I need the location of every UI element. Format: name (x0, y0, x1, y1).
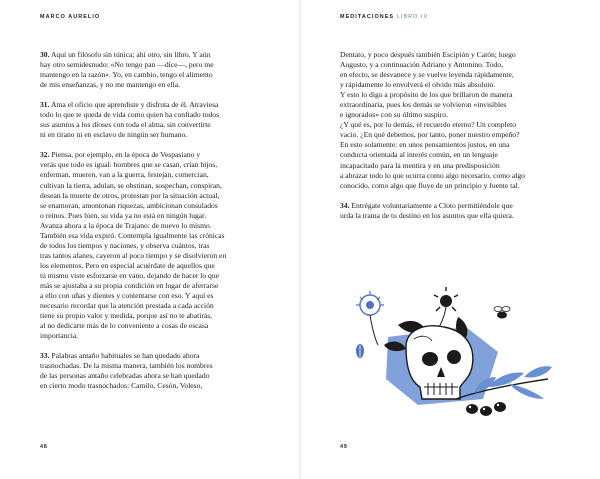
line: urda la trama de tu destino en los asuntos que ella quiera. (340, 210, 514, 220)
line: de las personas antaño celebradas ahora se han quedado (40, 371, 210, 381)
line: Dentato, y poco después también Escipión y Catón; luego (340, 50, 516, 59)
line: ni en tirano ni en esclavo de ningún ser humano. (40, 130, 188, 140)
paragraph-number: 32. (40, 150, 50, 160)
line: mantengo en la razón». Yo, en cambio, tengo el alimento (40, 70, 213, 80)
line: Avanza ahora a la época de Trajano: de nuevo lo mismo. (40, 220, 212, 230)
right-running-head-book: LIBRO IV (396, 14, 429, 20)
paragraph-32 (40, 150, 268, 341)
line: e ignorados» con su último suspiro. (340, 110, 448, 120)
right-page-number: 49 (340, 444, 348, 450)
line: a abrazar todo lo que ocurra como algo necesario, como algo (340, 170, 525, 180)
bee-icon (494, 307, 510, 319)
bud-icon (356, 344, 364, 358)
line: más se ajustaba a su propia condición en lugar de aferrarse (40, 280, 219, 290)
line: todo lo que te queda de vida como quien ha confiado todos (40, 110, 220, 120)
line: También esa vida expiró. Contempla igualmente las crónicas (40, 230, 225, 240)
line: sus asuntos a los dioses con toda el alma, sin convertirte (40, 120, 211, 130)
line: vacío. ¿En qué debemos, por tanto, poner nuestro empeño? (340, 130, 520, 140)
paragraph-number: 33. (40, 351, 50, 361)
paragraph-33-continued (340, 50, 575, 191)
paragraph-31 (40, 100, 268, 140)
right-running-head (340, 14, 428, 20)
line: importancia. (40, 331, 79, 341)
skull-illustration-icon (348, 287, 553, 422)
line: incapacitado para la mentira y en una predisposición (340, 160, 500, 170)
line: o reinos. Pues bien, su vida ya no está en ningún lugar. (40, 210, 207, 220)
line: necesario recordar que la atención prestada a cada acción (40, 301, 214, 311)
line: ¿Y qué es, por lo demás, el recuerdo eterno? Un completo (340, 120, 516, 130)
paragraph-30 (40, 50, 268, 90)
line: Entrégate voluntariamente a Cloto permitiéndole que (349, 200, 513, 210)
line: Augusto, y a continuación Adriano y Antonino. Todo, (340, 60, 504, 70)
line: conducta orientada al interés común, en un lenguaje (340, 150, 498, 160)
line: de mis enseñanzas, y no me mantengo en ella. (40, 80, 181, 90)
left-body-text (40, 50, 268, 401)
left-running-head (40, 14, 100, 20)
right-body-text (340, 50, 575, 231)
paragraph-number: 34. (340, 200, 350, 210)
line: los elementos. Pero en especial acuérdate de aquellos que (40, 260, 215, 270)
line: a ello con uñas y dientes y contentarse con eso. Y aquí es (40, 291, 214, 301)
line: desean la muerte de otros, protestan por la situación actual, (40, 190, 220, 200)
paragraph-number: 31. (40, 100, 50, 110)
line: Y esto lo digo a propósito de los que brillaron de manera (340, 90, 513, 100)
line: en efecto, se desvanece y se vuelve leyenda rápidamente, (340, 70, 514, 80)
line: conocido, como algo que fluye de un principio y fuente tal. (340, 180, 520, 190)
line: y rápidamente lo envolverá el olvido más absoluto. (340, 80, 496, 90)
line: al no dedicarte más de lo conveniente a cosas de escasa (40, 321, 209, 331)
left-running-head-title: MARCO AURELIO (40, 14, 101, 20)
line: hay otro semidesnudo: «No tengo pan —dice—, pero me (40, 60, 214, 70)
right-page (300, 0, 600, 479)
line: se enamoran, amontonan riquezas, ambicionan consulados (40, 200, 218, 210)
paragraph-34 (340, 201, 575, 221)
line: tú mismo viste esforzarse en vano, dejando de hacer lo que (40, 270, 220, 280)
line: tiene su propio valor y medida, porque así no te abatirás, (40, 311, 213, 321)
paragraph-number: 30. (40, 50, 50, 59)
line: en cierto modo trasnochados: Camilo, Cesón, Voleso, (40, 381, 203, 391)
line: enferman, mueren, van a la guerra, festejan, comercian, (40, 170, 209, 180)
line: trasnochadas. De la misma manera, también los nombres (40, 361, 213, 371)
left-page-number: 48 (40, 444, 48, 450)
line: de todos los tiempos y naciones, y observa cuántos, tras (40, 240, 210, 250)
line: Aquí un filósofo sin túnica; ahí otro, sin libro. Y aún (49, 50, 211, 59)
paragraph-33 (40, 351, 268, 391)
line: tras tantos afanes, cayeron al poco tiempo y se disolvieron en (40, 250, 227, 260)
line: En esto solamente: en unos pensamientos justos, en una (340, 140, 510, 150)
line: verás que todo es igual: hombres que se casan, crían hijos, (40, 160, 218, 170)
left-flower-icon (356, 291, 384, 345)
line: extraordinaria, pues los demás se volvieron «invisibles (340, 100, 507, 110)
line: cultivan la tierra, adulan, se obstinan, sospechan, conspiran, (40, 180, 222, 190)
line: Ama el oficio que aprendiste y disfruta de él. Atraviesa (49, 100, 219, 110)
line: Palabras antaño habituales se han quedado ahora (49, 351, 200, 361)
line: Piensa, por ejemplo, en la época de Vespasiano y (49, 150, 201, 160)
right-running-head-title: MEDITACIONES (340, 14, 395, 20)
